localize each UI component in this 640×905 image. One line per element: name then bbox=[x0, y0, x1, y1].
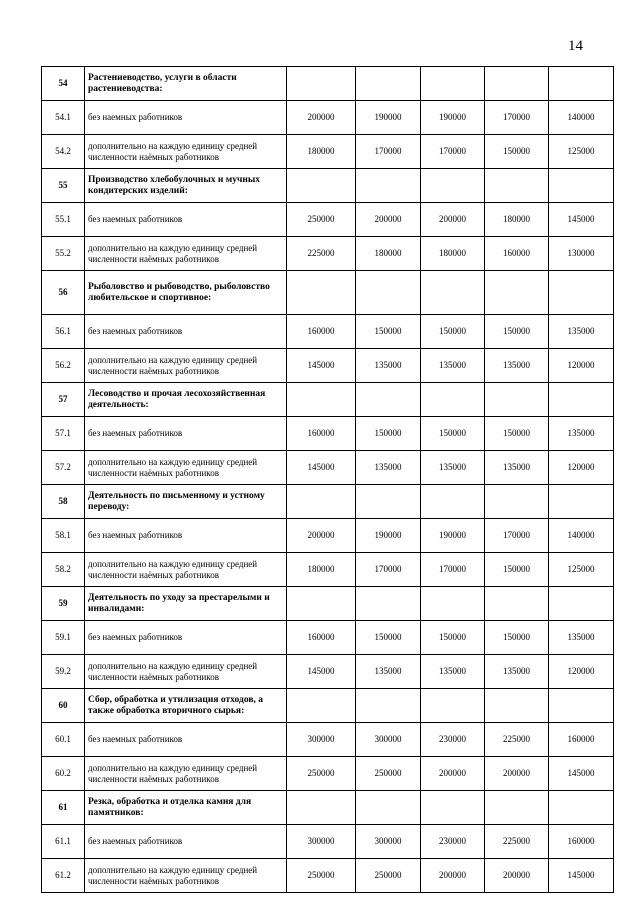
row-label: дополнительно на каждую единицу средней численности наёмных работников bbox=[85, 655, 287, 689]
empty-cell bbox=[421, 383, 485, 417]
section-row bbox=[42, 791, 614, 825]
row-label: дополнительно на каждую единицу средней численности наёмных работников bbox=[85, 349, 287, 383]
table-body bbox=[42, 67, 614, 893]
section-number: 59 bbox=[42, 587, 85, 621]
table-row bbox=[42, 621, 614, 655]
row-number: 57.1 bbox=[42, 417, 85, 451]
section-number: 60 bbox=[42, 689, 85, 723]
empty-cell bbox=[485, 271, 549, 315]
empty-cell bbox=[485, 383, 549, 417]
empty-cell bbox=[549, 791, 614, 825]
value-cell: 200000 bbox=[485, 859, 549, 893]
value-cell: 170000 bbox=[485, 101, 549, 135]
empty-cell bbox=[549, 689, 614, 723]
value-cell: 190000 bbox=[356, 519, 421, 553]
value-cell: 230000 bbox=[421, 825, 485, 859]
empty-cell bbox=[485, 169, 549, 203]
table-row bbox=[42, 417, 614, 451]
row-label: без наемных работников bbox=[85, 315, 287, 349]
row-number: 55.2 bbox=[42, 237, 85, 271]
value-cell: 225000 bbox=[287, 237, 356, 271]
empty-cell bbox=[421, 271, 485, 315]
section-row bbox=[42, 689, 614, 723]
value-cell: 160000 bbox=[549, 825, 614, 859]
empty-cell bbox=[287, 271, 356, 315]
table-row bbox=[42, 237, 614, 271]
empty-cell bbox=[421, 485, 485, 519]
value-cell: 170000 bbox=[356, 135, 421, 169]
empty-cell bbox=[356, 689, 421, 723]
section-title: Растениеводство, услуги в области растениеводства: bbox=[85, 67, 287, 101]
row-label: без наемных работников bbox=[85, 825, 287, 859]
empty-cell bbox=[421, 587, 485, 621]
row-label: дополнительно на каждую единицу средней численности наёмных работников bbox=[85, 757, 287, 791]
table-row bbox=[42, 553, 614, 587]
empty-cell bbox=[421, 67, 485, 101]
section-row bbox=[42, 383, 614, 417]
value-cell: 250000 bbox=[287, 757, 356, 791]
value-cell: 160000 bbox=[485, 237, 549, 271]
section-number: 54 bbox=[42, 67, 85, 101]
row-number: 55.1 bbox=[42, 203, 85, 237]
value-cell: 250000 bbox=[287, 859, 356, 893]
value-cell: 150000 bbox=[485, 553, 549, 587]
value-cell: 120000 bbox=[549, 655, 614, 689]
value-cell: 135000 bbox=[485, 451, 549, 485]
value-cell: 150000 bbox=[485, 315, 549, 349]
row-label: без наемных работников bbox=[85, 203, 287, 237]
empty-cell bbox=[485, 587, 549, 621]
value-cell: 180000 bbox=[421, 237, 485, 271]
empty-cell bbox=[356, 383, 421, 417]
value-cell: 135000 bbox=[421, 655, 485, 689]
row-label: без наемных работников bbox=[85, 621, 287, 655]
value-cell: 160000 bbox=[287, 621, 356, 655]
value-cell: 140000 bbox=[549, 101, 614, 135]
value-cell: 150000 bbox=[421, 417, 485, 451]
row-label: без наемных работников bbox=[85, 723, 287, 757]
value-cell: 170000 bbox=[421, 553, 485, 587]
row-number: 57.2 bbox=[42, 451, 85, 485]
empty-cell bbox=[485, 791, 549, 825]
value-cell: 180000 bbox=[485, 203, 549, 237]
empty-cell bbox=[549, 271, 614, 315]
value-cell: 170000 bbox=[485, 519, 549, 553]
value-cell: 125000 bbox=[549, 135, 614, 169]
value-cell: 180000 bbox=[356, 237, 421, 271]
empty-cell bbox=[356, 485, 421, 519]
value-cell: 180000 bbox=[287, 553, 356, 587]
value-cell: 120000 bbox=[549, 451, 614, 485]
value-cell: 200000 bbox=[287, 101, 356, 135]
value-cell: 135000 bbox=[549, 417, 614, 451]
table-row bbox=[42, 655, 614, 689]
empty-cell bbox=[549, 485, 614, 519]
empty-cell bbox=[287, 485, 356, 519]
empty-cell bbox=[287, 67, 356, 101]
empty-cell bbox=[421, 689, 485, 723]
value-cell: 150000 bbox=[421, 315, 485, 349]
value-cell: 225000 bbox=[485, 825, 549, 859]
empty-cell bbox=[485, 689, 549, 723]
empty-cell bbox=[549, 383, 614, 417]
value-cell: 200000 bbox=[421, 859, 485, 893]
row-label: дополнительно на каждую единицу средней численности наёмных работников bbox=[85, 237, 287, 271]
empty-cell bbox=[549, 67, 614, 101]
section-number: 57 bbox=[42, 383, 85, 417]
table-row bbox=[42, 519, 614, 553]
row-number: 58.2 bbox=[42, 553, 85, 587]
empty-cell bbox=[549, 169, 614, 203]
row-label: дополнительно на каждую единицу средней численности наёмных работников bbox=[85, 553, 287, 587]
section-title: Резка, обработка и отделка камня для памятников: bbox=[85, 791, 287, 825]
empty-cell bbox=[287, 587, 356, 621]
value-cell: 135000 bbox=[421, 451, 485, 485]
section-number: 55 bbox=[42, 169, 85, 203]
value-cell: 150000 bbox=[485, 621, 549, 655]
value-cell: 250000 bbox=[356, 859, 421, 893]
section-row bbox=[42, 271, 614, 315]
value-cell: 125000 bbox=[549, 553, 614, 587]
section-title: Деятельность по письменному и устному переводу: bbox=[85, 485, 287, 519]
empty-cell bbox=[287, 383, 356, 417]
empty-cell bbox=[421, 169, 485, 203]
value-cell: 135000 bbox=[356, 349, 421, 383]
value-cell: 150000 bbox=[356, 315, 421, 349]
value-cell: 145000 bbox=[287, 655, 356, 689]
empty-cell bbox=[356, 271, 421, 315]
value-cell: 145000 bbox=[287, 451, 356, 485]
empty-cell bbox=[287, 169, 356, 203]
value-cell: 300000 bbox=[287, 723, 356, 757]
value-cell: 145000 bbox=[549, 757, 614, 791]
section-number: 58 bbox=[42, 485, 85, 519]
value-cell: 200000 bbox=[356, 203, 421, 237]
row-label: без наемных работников bbox=[85, 519, 287, 553]
value-cell: 135000 bbox=[356, 655, 421, 689]
value-cell: 150000 bbox=[356, 621, 421, 655]
empty-cell bbox=[356, 791, 421, 825]
section-title: Рыболовство и рыбоводство, рыболовство любительское и спортивное: bbox=[85, 271, 287, 315]
table-row bbox=[42, 723, 614, 757]
value-cell: 190000 bbox=[421, 101, 485, 135]
page-number: 14 bbox=[568, 38, 583, 54]
table-row bbox=[42, 825, 614, 859]
value-cell: 160000 bbox=[287, 417, 356, 451]
row-number: 61.1 bbox=[42, 825, 85, 859]
value-cell: 130000 bbox=[549, 237, 614, 271]
value-cell: 150000 bbox=[356, 417, 421, 451]
value-cell: 150000 bbox=[421, 621, 485, 655]
value-cell: 145000 bbox=[549, 859, 614, 893]
row-label: дополнительно на каждую единицу средней численности наёмных работников bbox=[85, 859, 287, 893]
row-number: 59.2 bbox=[42, 655, 85, 689]
value-cell: 160000 bbox=[287, 315, 356, 349]
row-label: без наемных работников bbox=[85, 101, 287, 135]
row-label: дополнительно на каждую единицу средней численности наёмных работников bbox=[85, 135, 287, 169]
row-number: 59.1 bbox=[42, 621, 85, 655]
section-row bbox=[42, 485, 614, 519]
section-title: Сбор, обработка и утилизация отходов, а также обработка вторичного сырья: bbox=[85, 689, 287, 723]
value-cell: 145000 bbox=[549, 203, 614, 237]
row-number: 60.2 bbox=[42, 757, 85, 791]
table-row bbox=[42, 349, 614, 383]
value-cell: 135000 bbox=[485, 349, 549, 383]
table-row bbox=[42, 315, 614, 349]
section-row bbox=[42, 587, 614, 621]
table-row bbox=[42, 859, 614, 893]
value-cell: 225000 bbox=[485, 723, 549, 757]
section-number: 61 bbox=[42, 791, 85, 825]
empty-cell bbox=[356, 67, 421, 101]
value-cell: 135000 bbox=[421, 349, 485, 383]
empty-cell bbox=[356, 169, 421, 203]
table-row bbox=[42, 101, 614, 135]
empty-cell bbox=[485, 485, 549, 519]
value-cell: 120000 bbox=[549, 349, 614, 383]
section-number: 56 bbox=[42, 271, 85, 315]
value-cell: 135000 bbox=[356, 451, 421, 485]
empty-cell bbox=[356, 587, 421, 621]
empty-cell bbox=[549, 587, 614, 621]
table-row bbox=[42, 757, 614, 791]
value-cell: 300000 bbox=[356, 825, 421, 859]
value-cell: 230000 bbox=[421, 723, 485, 757]
row-number: 54.2 bbox=[42, 135, 85, 169]
value-cell: 190000 bbox=[421, 519, 485, 553]
value-cell: 200000 bbox=[421, 203, 485, 237]
empty-cell bbox=[287, 689, 356, 723]
row-number: 61.2 bbox=[42, 859, 85, 893]
value-cell: 300000 bbox=[356, 723, 421, 757]
section-row bbox=[42, 169, 614, 203]
value-cell: 300000 bbox=[287, 825, 356, 859]
empty-cell bbox=[421, 791, 485, 825]
value-cell: 140000 bbox=[549, 519, 614, 553]
row-label: дополнительно на каждую единицу средней численности наёмных работников bbox=[85, 451, 287, 485]
value-cell: 250000 bbox=[287, 203, 356, 237]
value-cell: 135000 bbox=[549, 621, 614, 655]
value-cell: 190000 bbox=[356, 101, 421, 135]
row-number: 58.1 bbox=[42, 519, 85, 553]
value-cell: 200000 bbox=[421, 757, 485, 791]
value-cell: 150000 bbox=[485, 135, 549, 169]
section-title: Лесоводство и прочая лесохозяйственная деятельность: bbox=[85, 383, 287, 417]
row-number: 60.1 bbox=[42, 723, 85, 757]
value-cell: 250000 bbox=[356, 757, 421, 791]
value-cell: 150000 bbox=[485, 417, 549, 451]
section-title: Деятельность по уходу за престарелыми и инвалидами: bbox=[85, 587, 287, 621]
row-label: без наемных работников bbox=[85, 417, 287, 451]
value-cell: 180000 bbox=[287, 135, 356, 169]
table-row bbox=[42, 451, 614, 485]
value-cell: 200000 bbox=[485, 757, 549, 791]
value-cell: 200000 bbox=[287, 519, 356, 553]
value-cell: 135000 bbox=[549, 315, 614, 349]
empty-cell bbox=[287, 791, 356, 825]
tax-rates-table bbox=[41, 66, 614, 893]
value-cell: 145000 bbox=[287, 349, 356, 383]
table-row bbox=[42, 203, 614, 237]
section-title: Производство хлебобулочных и мучных кондитерских изделий: bbox=[85, 169, 287, 203]
value-cell: 135000 bbox=[485, 655, 549, 689]
row-number: 56.2 bbox=[42, 349, 85, 383]
row-number: 54.1 bbox=[42, 101, 85, 135]
section-row bbox=[42, 67, 614, 101]
row-number: 56.1 bbox=[42, 315, 85, 349]
value-cell: 160000 bbox=[549, 723, 614, 757]
value-cell: 170000 bbox=[356, 553, 421, 587]
value-cell: 170000 bbox=[421, 135, 485, 169]
table-row bbox=[42, 135, 614, 169]
empty-cell bbox=[485, 67, 549, 101]
